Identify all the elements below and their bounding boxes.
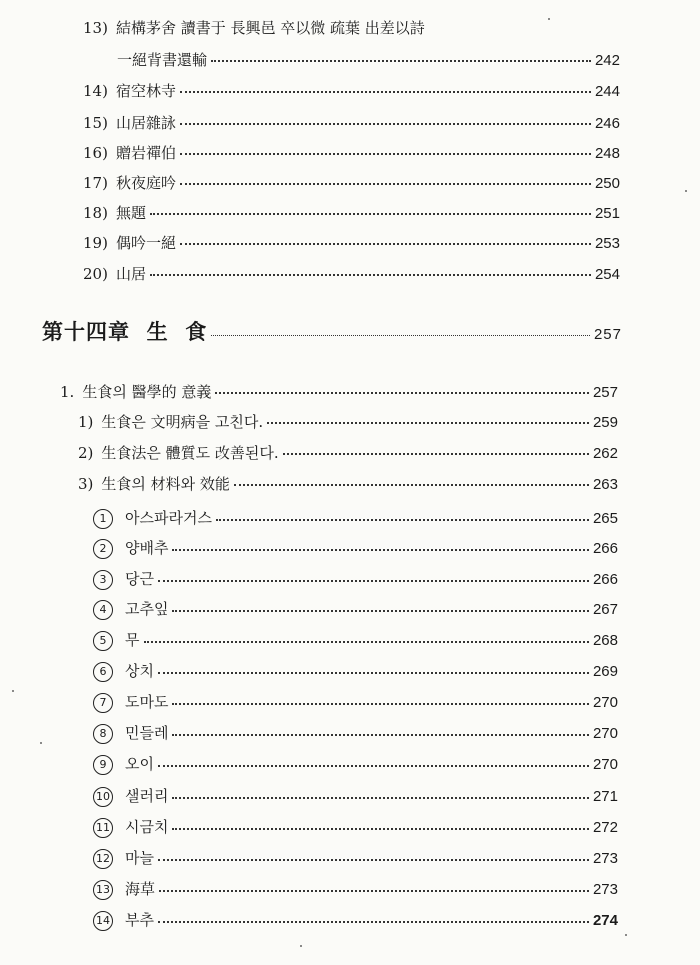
- item-page-number: 270: [592, 756, 618, 773]
- entry-title: 偶吟一絕: [115, 234, 176, 252]
- subsection-page-number: 263: [592, 476, 618, 493]
- item-page-number: 267: [592, 601, 618, 618]
- scan-speck: [625, 934, 627, 936]
- entry-title: 結構茅舍 讀書于 長興邑 卒以微 疏葉 出差以詩: [115, 19, 425, 37]
- entry-page-number: 253: [594, 235, 620, 252]
- entry-title: 一絕背書還輸: [117, 51, 208, 69]
- item-title: 고추잎: [125, 600, 169, 618]
- item-page-number: 272: [592, 819, 618, 836]
- entry-page-number: 246: [594, 115, 620, 132]
- toc-entry-poem-19[interactable]: [83, 233, 620, 254]
- dot-leader: [172, 828, 588, 830]
- subsection-title: 生食의 材料와 效能: [101, 475, 230, 493]
- entry-title: 山居: [115, 265, 146, 283]
- circled-number-icon: 1: [93, 509, 113, 529]
- dot-leader: [283, 453, 589, 455]
- item-page-number: 270: [592, 694, 618, 711]
- circled-number-icon: 9: [93, 755, 113, 775]
- entry-number: 16): [83, 144, 108, 162]
- circled-number-icon: 11: [93, 818, 113, 838]
- entry-page-number: 250: [594, 175, 620, 192]
- toc-chapter-14[interactable]: [42, 319, 622, 345]
- item-title: 海草: [125, 880, 156, 898]
- entry-number: 13): [83, 19, 108, 37]
- entry-number: 20): [83, 265, 108, 283]
- toc-entry-poem-16[interactable]: [83, 143, 620, 164]
- item-page-number: 273: [592, 850, 618, 867]
- entry-title: 宿空林寺: [115, 82, 176, 100]
- item-title: 양배추: [125, 539, 169, 557]
- circled-number-icon: 13: [93, 880, 113, 900]
- entry-title: 無題: [115, 204, 146, 222]
- item-page-number: 270: [592, 725, 618, 742]
- item-title: 아스파라거스: [125, 509, 212, 527]
- item-title: 도마도: [125, 693, 169, 711]
- dot-leader: [180, 243, 591, 245]
- dot-leader: [180, 183, 591, 185]
- toc-entry-poem-13-cont[interactable]: [117, 50, 620, 71]
- chapter-title: 第十四章 生 食: [42, 319, 208, 344]
- item-page-number: 268: [592, 632, 618, 649]
- subsection-title: 生食法은 體質도 改善된다.: [101, 444, 279, 462]
- toc-item-2[interactable]: [93, 538, 618, 560]
- dot-leader: [158, 765, 589, 767]
- circled-number-icon: 8: [93, 724, 113, 744]
- toc-subsection-1[interactable]: [78, 412, 618, 433]
- entry-page-number: 251: [594, 205, 620, 222]
- toc-entry-poem-17[interactable]: [83, 173, 620, 194]
- dot-leader: [159, 890, 589, 892]
- entry-title: 秋夜庭吟: [115, 174, 176, 192]
- entry-page-number: 242: [594, 52, 620, 69]
- toc-entry-poem-13[interactable]: [83, 18, 553, 38]
- circled-number-icon: 10: [93, 787, 113, 807]
- subsection-number: 3): [78, 475, 94, 493]
- circled-number-icon: 2: [93, 539, 113, 559]
- toc-item-11[interactable]: [93, 817, 618, 839]
- scan-speck: [300, 945, 302, 947]
- dot-leader: [158, 859, 589, 861]
- entry-number: 15): [83, 114, 108, 132]
- dot-leader: [180, 91, 591, 93]
- toc-item-6[interactable]: [93, 661, 618, 683]
- entry-number: 14): [83, 82, 108, 100]
- subsection-title: 生食은 文明病을 고친다.: [101, 413, 264, 431]
- entry-title: 山居雜詠: [115, 114, 176, 132]
- item-title: 무: [125, 631, 140, 649]
- circled-number-icon: 5: [93, 631, 113, 651]
- entry-number: 17): [83, 174, 108, 192]
- toc-item-14[interactable]: [93, 910, 618, 932]
- toc-subsection-3[interactable]: [78, 474, 618, 495]
- dot-leader: [158, 672, 589, 674]
- toc-subsection-2[interactable]: [78, 443, 618, 464]
- toc-section-1[interactable]: [60, 382, 618, 403]
- item-title: 샐러리: [125, 787, 169, 805]
- toc-item-5[interactable]: [93, 630, 618, 652]
- entry-number: 18): [83, 204, 108, 222]
- subsection-page-number: 259: [592, 414, 618, 431]
- dot-leader: [172, 549, 588, 551]
- dot-leader: [267, 422, 589, 424]
- toc-item-1[interactable]: [93, 508, 618, 530]
- item-page-number: 266: [592, 540, 618, 557]
- circled-number-icon: 14: [93, 911, 113, 931]
- scan-speck: [548, 18, 550, 20]
- dot-leader: [215, 392, 589, 394]
- circled-number-icon: 7: [93, 693, 113, 713]
- toc-item-13[interactable]: [93, 879, 618, 901]
- dot-leader: [211, 60, 591, 62]
- dot-leader: [172, 703, 588, 705]
- toc-entry-poem-18[interactable]: [83, 203, 620, 224]
- item-page-number: 271: [592, 788, 618, 805]
- toc-entry-poem-20[interactable]: [83, 264, 620, 285]
- dot-leader: [180, 123, 591, 125]
- item-page-number: 266: [592, 571, 618, 588]
- dot-leader: [180, 153, 591, 155]
- entry-title: 贈岩禪伯: [115, 144, 176, 162]
- item-page-number: 274: [592, 912, 618, 929]
- section-number: 1.: [60, 383, 75, 401]
- chapter-page-number: 257: [593, 326, 622, 343]
- item-page-number: 269: [592, 663, 618, 680]
- dot-leader: [234, 484, 589, 486]
- subsection-page-number: 262: [592, 445, 618, 462]
- dot-leader: [158, 580, 589, 582]
- toc-item-3[interactable]: [93, 569, 618, 591]
- dot-leader: [172, 610, 588, 612]
- item-title: 마늘: [125, 849, 154, 867]
- circled-number-icon: 4: [93, 600, 113, 620]
- item-title: 민들레: [125, 724, 169, 742]
- dot-leader: [216, 519, 589, 521]
- subsection-number: 2): [78, 444, 94, 462]
- circled-number-icon: 12: [93, 849, 113, 869]
- toc-item-7[interactable]: [93, 692, 618, 714]
- dot-leader: [150, 213, 591, 215]
- scan-speck: [40, 742, 42, 744]
- item-title: 시금치: [125, 818, 169, 836]
- item-title: 오이: [125, 755, 154, 773]
- item-title: 부추: [125, 911, 154, 929]
- subsection-number: 1): [78, 413, 94, 431]
- toc-item-9[interactable]: [93, 754, 618, 776]
- dot-leader: [158, 921, 589, 923]
- section-page-number: 257: [592, 384, 618, 401]
- dot-leader: [172, 797, 588, 799]
- section-title: 生食의 醫學的 意義: [82, 383, 212, 401]
- item-page-number: 265: [592, 510, 618, 527]
- toc-item-4[interactable]: [93, 599, 618, 621]
- toc-entry-poem-15[interactable]: [83, 113, 620, 134]
- toc-item-10[interactable]: [93, 786, 618, 808]
- dot-leader: [144, 641, 589, 643]
- toc-item-12[interactable]: [93, 848, 618, 870]
- scan-speck: [685, 190, 687, 192]
- item-page-number: 273: [592, 881, 618, 898]
- toc-item-8[interactable]: [93, 723, 618, 745]
- entry-page-number: 244: [594, 83, 620, 100]
- entry-number: 19): [83, 234, 108, 252]
- circled-number-icon: 6: [93, 662, 113, 682]
- entry-page-number: 254: [594, 266, 620, 283]
- circled-number-icon: 3: [93, 570, 113, 590]
- item-title: 상치: [125, 662, 154, 680]
- scan-speck: [12, 690, 14, 692]
- entry-page-number: 248: [594, 145, 620, 162]
- dot-leader: [150, 274, 591, 276]
- dot-leader: [172, 734, 588, 736]
- item-title: 당근: [125, 570, 154, 588]
- dot-leader: [211, 335, 590, 336]
- toc-entry-poem-14[interactable]: [83, 81, 620, 102]
